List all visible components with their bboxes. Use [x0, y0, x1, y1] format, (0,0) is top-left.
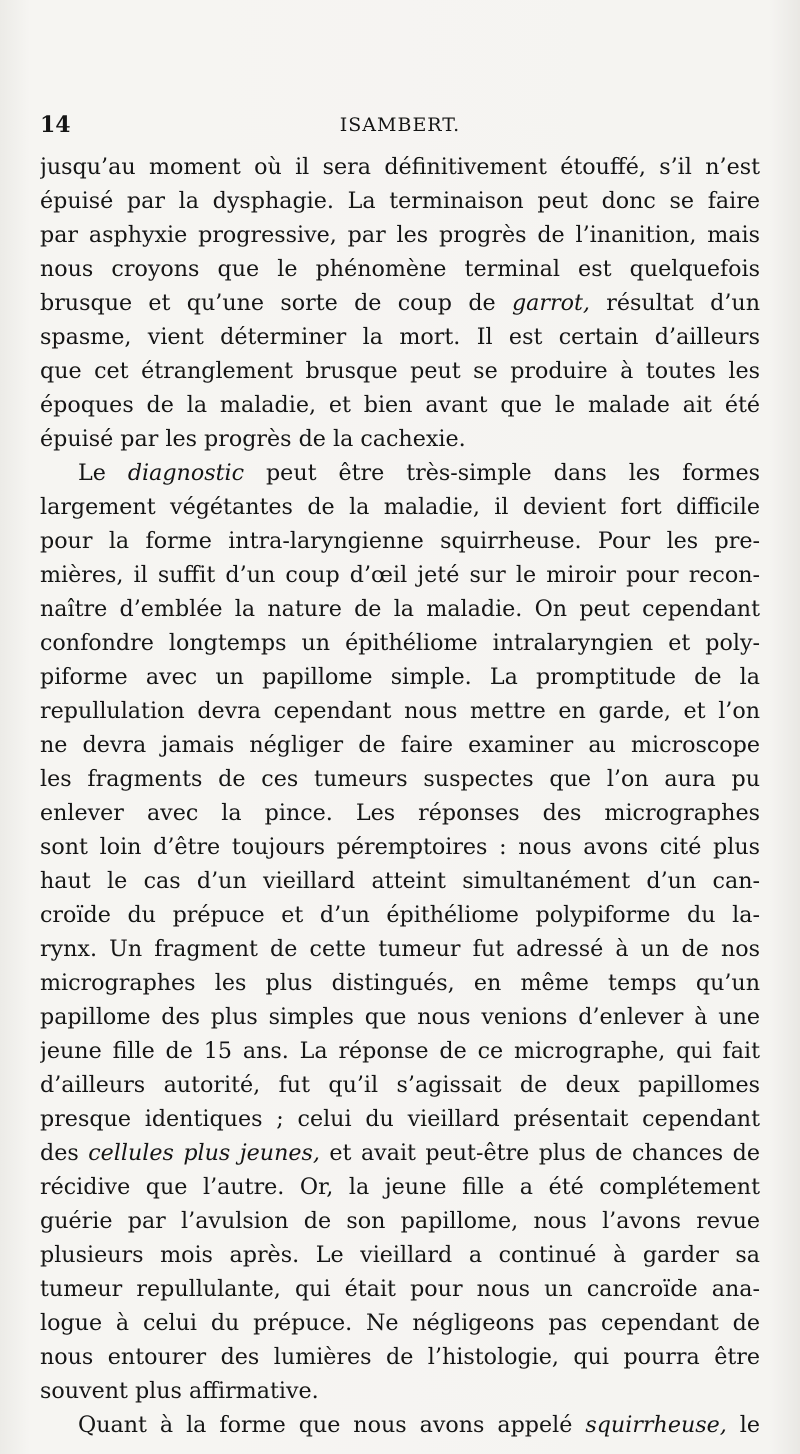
text-span: micrographes les plus distingués, en même temps qu’un: [40, 970, 760, 996]
text-span: papillome des plus simples que nous venions d’enlever à une: [40, 1004, 760, 1030]
text-line: [40, 1204, 760, 1238]
text-span: épuisé par la dysphagie. La terminaison peut donc se faire: [40, 188, 760, 214]
text-line: [40, 1170, 760, 1204]
text-line: [40, 830, 760, 864]
text-span: nous entourer des lumières de l’histologie, qui pourra être: [40, 1344, 760, 1370]
text-line: [40, 388, 760, 422]
italic-text: cellules plus jeunes,: [88, 1140, 320, 1166]
text-line: [40, 932, 760, 966]
text-line: [40, 150, 760, 184]
text-line: [40, 490, 760, 524]
text-span: souvent plus affirmative.: [40, 1378, 319, 1404]
text-span: croïde du prépuce et d’un épithéliome polypiforme du la-: [40, 902, 760, 928]
text-span: des: [40, 1140, 89, 1166]
text-line: [40, 558, 760, 592]
text-line: [40, 694, 760, 728]
text-span: peut être très-simple dans les formes: [244, 460, 760, 486]
text-span: sont loin d’être toujours péremptoires : nous avons cité plus: [40, 834, 760, 860]
text-line: [40, 966, 760, 1000]
italic-text: squirrheuse,: [585, 1412, 727, 1438]
text-line: [40, 1272, 760, 1306]
text-span: épuisé par les progrès de la cachexie.: [40, 426, 466, 452]
text-span: d’ailleurs autorité, fut qu’il s’agissait de deux papillomes: [40, 1072, 760, 1098]
text-line: [40, 592, 760, 626]
text-span: et avait peut-être plus de chances de: [319, 1140, 760, 1166]
text-line: [40, 796, 760, 830]
text-span: les fragments de ces tumeurs suspectes que l’on aura pu: [40, 766, 760, 792]
text-span: brusque et qu’une sorte de coup de: [40, 290, 512, 316]
text-span: jusqu’au moment où il sera définitivement étouffé, s’il n’est: [40, 154, 760, 180]
text-span: Quant à la forme que nous avons appelé: [78, 1412, 586, 1438]
text-line: [40, 1068, 760, 1102]
italic-text: diagnostic: [127, 460, 245, 486]
text-span: largement végétantes de la maladie, il devient fort difficile: [40, 494, 760, 520]
page-header: [40, 112, 760, 142]
text-span: rynx. Un fragment de cette tumeur fut adressé à un de nos: [40, 936, 760, 962]
text-span: haut le cas d’un vieillard atteint simultanément d’un can-: [40, 868, 760, 894]
text-span: jeune fille de 15 ans. La réponse de ce micrographe, qui fait: [40, 1038, 760, 1064]
text-span: récidive que l’autre. Or, la jeune fille a été complétement: [40, 1174, 760, 1200]
text-line: [40, 1034, 760, 1068]
text-span: mières, il suffit d’un coup d’œil jeté sur le miroir pour recon-: [40, 562, 760, 588]
text-line: [40, 728, 760, 762]
text-span: enlever avec la pince. Les réponses des micrographes: [40, 800, 760, 826]
text-line: [40, 1238, 760, 1272]
text-span: guérie par l’avulsion de son papillome, nous l’avons revue: [40, 1208, 760, 1234]
text-line: [40, 1340, 760, 1374]
text-line: [40, 184, 760, 218]
text-span: époques de la maladie, et bien avant que le malade ait été: [40, 392, 760, 418]
text-line: [40, 762, 760, 796]
text-span: le: [726, 1412, 760, 1438]
text-span: Le: [78, 460, 128, 486]
text-line: [40, 524, 760, 558]
text-line: [40, 1000, 760, 1034]
paragraph-start-line: [40, 1408, 760, 1442]
text-line: [40, 864, 760, 898]
text-line: [40, 252, 760, 286]
text-span: nous croyons que le phénomène terminal est quelquefois: [40, 256, 760, 282]
text-line: [40, 660, 760, 694]
text-line: [40, 898, 760, 932]
text-line: [40, 320, 760, 354]
text-span: tumeur repullulante, qui était pour nous un cancroïde ana-: [40, 1276, 760, 1302]
text-line: [40, 354, 760, 388]
text-span: plusieurs mois après. Le vieillard a continué à garder sa: [40, 1242, 760, 1268]
text-span: presque identiques ; celui du vieillard présentait cependant: [40, 1106, 760, 1132]
text-line: [40, 1306, 760, 1340]
text-span: naître d’emblée la nature de la maladie. On peut cependant: [40, 596, 760, 622]
text-span: que cet étranglement brusque peut se produire à toutes les: [40, 358, 760, 384]
text-line: [40, 286, 760, 320]
text-span: ne devra jamais négliger de faire examiner au microscope: [40, 732, 760, 758]
text-span: piforme avec un papillome simple. La promptitude de la: [40, 664, 760, 690]
text-span: spasme, vient déterminer la mort. Il est certain d’ailleurs: [40, 324, 760, 350]
page-number: 14: [40, 112, 71, 138]
text-line: [40, 422, 760, 456]
italic-text: garrot,: [511, 290, 590, 316]
paragraph-start-line: [40, 456, 760, 490]
text-span: logue à celui du prépuce. Ne négligeons pas cependant de: [40, 1310, 760, 1336]
text-span: pour la forme intra-laryngienne squirrheuse. Pour les pre-: [40, 528, 760, 554]
text-line: [40, 626, 760, 660]
body-text: [40, 150, 760, 1442]
text-span: confondre longtemps un épithéliome intralaryngien et poly-: [40, 630, 760, 656]
text-span: résultat d’un: [589, 290, 760, 316]
text-line: [40, 1136, 760, 1170]
text-span: repullulation devra cependant nous mettre en garde, et l’on: [40, 698, 760, 724]
text-line: [40, 218, 760, 252]
running-head: ISAMBERT.: [339, 114, 461, 136]
text-line: [40, 1374, 760, 1408]
text-line: [40, 1102, 760, 1136]
text-span: par asphyxie progressive, par les progrès de l’inanition, mais: [40, 222, 760, 248]
